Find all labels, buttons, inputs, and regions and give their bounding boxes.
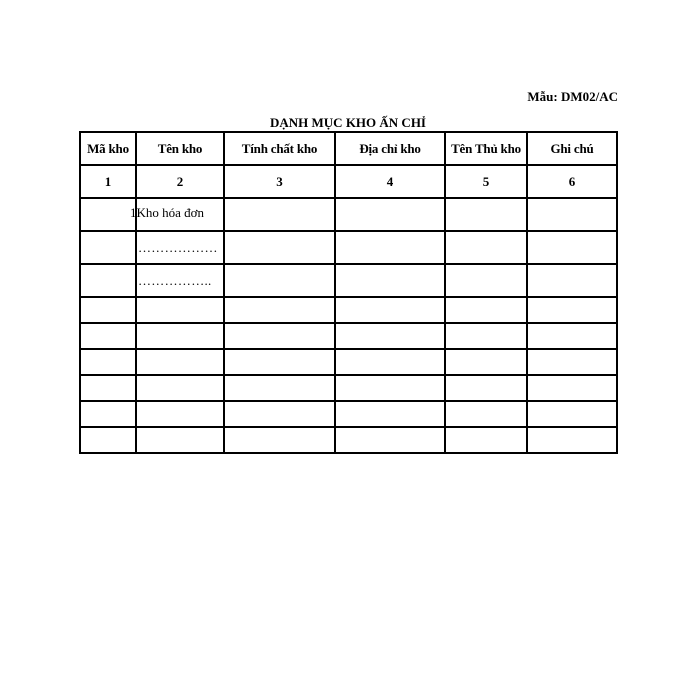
column-number: 1: [80, 165, 136, 198]
table-cell: [335, 349, 445, 375]
table-cell: [136, 375, 224, 401]
column-number-row: [80, 165, 617, 198]
table-cell: [445, 231, 527, 264]
table-cell: [224, 198, 335, 231]
table-cell: [130, 198, 224, 231]
form-code: Mẫu: DM02/AC: [527, 89, 618, 104]
table-cell: [527, 349, 617, 375]
column-number: 5: [445, 165, 527, 198]
table-cell: [80, 297, 136, 323]
table-cell: [445, 264, 527, 297]
table-cell: [136, 323, 224, 349]
table-cell: [136, 401, 224, 427]
warehouse-name: 1Kho hóa đơn: [130, 205, 205, 220]
column-number: 2: [136, 165, 224, 198]
table-cell: [527, 198, 617, 231]
column-header-keeper-name: Tên Thủ kho: [445, 132, 527, 165]
table-cell: [445, 198, 527, 231]
table-cell: [136, 231, 224, 264]
table-cell: [136, 427, 224, 453]
table-cell: [527, 401, 617, 427]
column-number: 4: [335, 165, 445, 198]
table-cell: [80, 375, 136, 401]
table-cell: [80, 401, 136, 427]
table-cell: [136, 297, 224, 323]
table-cell: [335, 264, 445, 297]
table-cell: [224, 427, 335, 453]
table-cell: [80, 198, 136, 231]
table-cell: [527, 264, 617, 297]
table-cell: [80, 349, 136, 375]
table-cell: [335, 231, 445, 264]
table-cell: [445, 401, 527, 427]
table-cell: [80, 264, 136, 297]
table-cell: [224, 264, 335, 297]
column-number: 3: [224, 165, 335, 198]
column-header-warehouse-name: Tên kho: [136, 132, 224, 165]
table-cell: [527, 297, 617, 323]
document-title: DẠNH MỤC KHO ẤN CHỈ: [270, 115, 426, 130]
column-header-warehouse-address: Địa chỉ kho: [335, 132, 445, 165]
table-cell: [527, 323, 617, 349]
table-row: [80, 198, 617, 231]
table-cell: [335, 375, 445, 401]
table-cell: [527, 375, 617, 401]
table-cell: [335, 297, 445, 323]
column-header-warehouse-nature: Tính chất kho: [224, 132, 335, 165]
table-row: [80, 349, 617, 375]
table-cell: [80, 323, 136, 349]
table-cell: [224, 349, 335, 375]
table-cell: [224, 231, 335, 264]
table-cell: [445, 427, 527, 453]
table-row: [80, 401, 617, 427]
column-header-warehouse-code: Mã kho: [80, 132, 136, 165]
table-cell: [335, 323, 445, 349]
table-cell: [224, 401, 335, 427]
table-cell: [335, 198, 445, 231]
warehouse-catalog-table: [79, 131, 618, 454]
table-row: [80, 231, 617, 264]
table-cell: [445, 375, 527, 401]
column-header-notes: Ghi chú: [527, 132, 617, 165]
table-cell: [445, 297, 527, 323]
table-cell: [224, 323, 335, 349]
table-cell: [224, 375, 335, 401]
header-row: [80, 132, 617, 165]
table-cell: [335, 401, 445, 427]
table-cell: [335, 427, 445, 453]
table-row: [80, 323, 617, 349]
table-cell: [445, 323, 527, 349]
table-row: [80, 264, 617, 297]
table-cell: [80, 427, 136, 453]
table-cell: [136, 264, 224, 297]
table-cell: [527, 231, 617, 264]
warehouse-name-placeholder: ………………: [138, 240, 218, 255]
table-row: [80, 375, 617, 401]
table-cell: [136, 349, 224, 375]
table-cell: [80, 231, 136, 264]
table-cell: [445, 349, 527, 375]
table-cell: [527, 427, 617, 453]
warehouse-name-placeholder: ……………..: [138, 273, 212, 288]
table-row: [80, 297, 617, 323]
column-number: 6: [527, 165, 617, 198]
table-cell: [224, 297, 335, 323]
table-row: [80, 427, 617, 453]
